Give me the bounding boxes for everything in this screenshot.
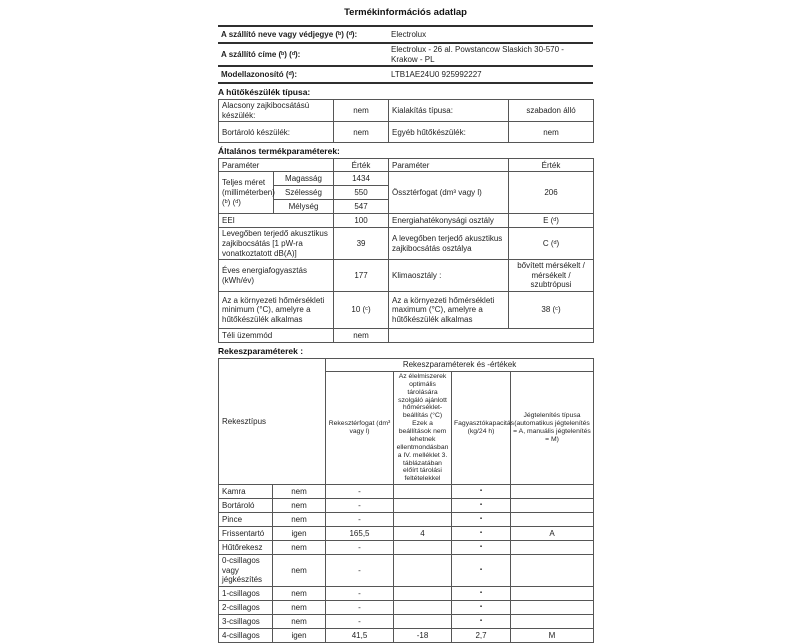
compartment-present: nem bbox=[273, 555, 326, 587]
compartment-name: 0-csillagos vagy jégkészítés bbox=[219, 555, 273, 587]
table-row bbox=[219, 527, 594, 541]
section-heading-general: Általános termékparaméterek: bbox=[218, 146, 340, 157]
compartment-capacity: ▪ bbox=[452, 614, 511, 628]
compartment-capacity: 2,7 bbox=[452, 628, 511, 642]
column-header: Paraméter bbox=[389, 159, 509, 172]
compartment-volume: 165,5 bbox=[326, 527, 394, 541]
type-cell-label: Kialakítás típusa: bbox=[389, 100, 509, 122]
column-header-defrost-type: Jégtelenítés típusa (automatikus jégtelenítés = A, manuális jégtelenítés = M) bbox=[511, 371, 594, 484]
compartment-volume: - bbox=[326, 614, 394, 628]
column-header-freezing-capacity: Fagyasztókapacitás (kg/24 h) bbox=[452, 371, 511, 484]
table-row bbox=[219, 358, 594, 371]
type-cell-value: nem bbox=[334, 122, 389, 143]
param-label: Klimaosztály : bbox=[389, 260, 509, 292]
page-title: Termékinformációs adatlap bbox=[344, 7, 467, 18]
compartment-defrost bbox=[511, 541, 594, 555]
compartment-defrost: A bbox=[511, 527, 594, 541]
param-value: 10 (ᶜ) bbox=[334, 291, 389, 328]
compartment-present: nem bbox=[273, 513, 326, 527]
compartment-defrost bbox=[511, 555, 594, 587]
table-row bbox=[219, 614, 594, 628]
type-cell-value: nem bbox=[509, 122, 594, 143]
compartment-present: igen bbox=[273, 628, 326, 642]
table-row bbox=[219, 541, 594, 555]
param-value: nem bbox=[334, 328, 389, 342]
compartment-defrost bbox=[511, 600, 594, 614]
compartment-present: nem bbox=[273, 600, 326, 614]
compartment-name: 2-csillagos bbox=[219, 600, 273, 614]
param-label: A levegőben terjedő akusztikus zajkibocsátás osztálya bbox=[389, 228, 509, 260]
compartment-capacity: ▪ bbox=[452, 555, 511, 587]
table-row bbox=[219, 328, 594, 342]
param-label: Téli üzemmód bbox=[219, 328, 334, 342]
param-label: Az a környezeti hőmérsékleti maximum (°C), amelyre a hűtőkészülék alkalmas bbox=[389, 291, 509, 328]
supplier-address-value: Electrolux - 26 al. Powstancow Slaskich 30-570 - Krakow - PL bbox=[388, 43, 593, 66]
compartment-volume: - bbox=[326, 541, 394, 555]
compartment-defrost bbox=[511, 485, 594, 499]
compartment-temp bbox=[394, 600, 452, 614]
size-dim-name: Magasság bbox=[274, 172, 334, 186]
compartment-capacity: ▪ bbox=[452, 527, 511, 541]
column-header-temperature: Az élelmiszerek optimális tárolására szolgáló ajánlott hőmérséklet-beállítás (°C) Ezek a beállítások nem lehetnek ellentmondásban a IV. melléklet 3. táblázatában előírt tárolási feltételekkel bbox=[394, 371, 452, 484]
table-row bbox=[219, 159, 594, 172]
size-label: Teljes méret (milliméterben) (ᵇ) (ᵈ) bbox=[219, 172, 274, 214]
compartment-name: Pince bbox=[219, 513, 273, 527]
size-dim-value: 550 bbox=[334, 186, 389, 200]
compartment-capacity: ▪ bbox=[452, 541, 511, 555]
compartment-present: nem bbox=[273, 499, 326, 513]
compartment-name: Frissentartó bbox=[219, 527, 273, 541]
compartment-volume: - bbox=[326, 485, 394, 499]
table-row bbox=[219, 555, 594, 587]
compartment-volume: - bbox=[326, 499, 394, 513]
compartment-defrost: M bbox=[511, 628, 594, 642]
compartment-name: 4-csillagos bbox=[219, 628, 273, 642]
compartment-capacity: ▪ bbox=[452, 513, 511, 527]
compartment-temp bbox=[394, 614, 452, 628]
section-heading-compartments: Rekeszparaméterek : bbox=[218, 345, 304, 356]
compartment-defrost bbox=[511, 586, 594, 600]
column-header: Érték bbox=[509, 159, 594, 172]
param-label: Levegőben terjedő akusztikus zajkibocsátás [1 pW-ra vonatkoztatott dB(A)] bbox=[219, 228, 334, 260]
compartment-volume: - bbox=[326, 555, 394, 587]
compartment-present: nem bbox=[273, 586, 326, 600]
compartment-type-header: Rekesztípus bbox=[219, 358, 326, 484]
table-row bbox=[219, 600, 594, 614]
param-label: EEI bbox=[219, 214, 334, 228]
datasheet-content bbox=[218, 5, 593, 643]
table-row bbox=[219, 485, 594, 499]
type-cell-label: Bortároló készülék: bbox=[219, 122, 334, 143]
param-value: bővített mérsékelt / mérsékelt / szubtrópusi bbox=[509, 260, 594, 292]
general-table bbox=[218, 158, 594, 343]
table-row bbox=[218, 26, 593, 43]
column-header-volume: Rekesztérfogat (dm³ vagy l) bbox=[326, 371, 394, 484]
table-row bbox=[219, 100, 594, 122]
supplier-name-label: A szállító neve vagy védjegye (ᵇ) (ᵈ): bbox=[218, 26, 388, 43]
size-dim-name: Szélesség bbox=[274, 186, 334, 200]
table-row bbox=[219, 628, 594, 642]
type-cell-value: nem bbox=[334, 100, 389, 122]
table-row bbox=[219, 499, 594, 513]
param-label: Energiahatékonysági osztály bbox=[389, 214, 509, 228]
param-value: E (ᵈ) bbox=[509, 214, 594, 228]
compartment-defrost bbox=[511, 499, 594, 513]
compartment-capacity: ▪ bbox=[452, 485, 511, 499]
compartment-temp bbox=[394, 555, 452, 587]
param-value: 177 bbox=[334, 260, 389, 292]
column-header: Érték bbox=[334, 159, 389, 172]
param-label: Az a környezeti hőmérsékleti minimum (°C), amelyre a hűtőkészülék alkalmas bbox=[219, 291, 334, 328]
compartment-present: nem bbox=[273, 541, 326, 555]
compartment-temp bbox=[394, 586, 452, 600]
column-header: Paraméter bbox=[219, 159, 334, 172]
table-row bbox=[218, 66, 593, 83]
size-dim-value: 547 bbox=[334, 200, 389, 214]
compartment-name: Kamra bbox=[219, 485, 273, 499]
table-row bbox=[219, 214, 594, 228]
table-row bbox=[218, 43, 593, 66]
compartment-volume: - bbox=[326, 513, 394, 527]
section-heading-type: A hűtőkészülék típusa: bbox=[218, 87, 311, 98]
table-row bbox=[219, 291, 594, 328]
compartment-temp bbox=[394, 513, 452, 527]
model-id-label: Modellazonosító (ᵈ): bbox=[218, 66, 388, 83]
compartment-present: nem bbox=[273, 614, 326, 628]
param-label: Éves energiafogyasztás (kWh/év) bbox=[219, 260, 334, 292]
size-dim-value: 1434 bbox=[334, 172, 389, 186]
compartment-temp bbox=[394, 541, 452, 555]
param-value: 39 bbox=[334, 228, 389, 260]
type-cell-label: Alacsony zajkibocsátású készülék: bbox=[219, 100, 334, 122]
compartment-name: Hűtőrekesz bbox=[219, 541, 273, 555]
table-row bbox=[219, 260, 594, 292]
param-value: 100 bbox=[334, 214, 389, 228]
table-row bbox=[219, 172, 594, 186]
table-row bbox=[219, 122, 594, 143]
empty-cell bbox=[389, 328, 594, 342]
volume-value: 206 bbox=[509, 172, 594, 214]
type-table bbox=[218, 99, 594, 143]
compartment-capacity: ▪ bbox=[452, 586, 511, 600]
compartment-capacity: ▪ bbox=[452, 600, 511, 614]
compartment-defrost bbox=[511, 614, 594, 628]
compartment-temp bbox=[394, 499, 452, 513]
compartment-capacity: ▪ bbox=[452, 499, 511, 513]
model-id-value: LTB1AE24U0 925992227 bbox=[388, 66, 593, 83]
compartment-name: 3-csillagos bbox=[219, 614, 273, 628]
compartment-name: Bortároló bbox=[219, 499, 273, 513]
type-cell-label: Egyéb hűtőkészülék: bbox=[389, 122, 509, 143]
param-value: C (ᵈ) bbox=[509, 228, 594, 260]
table-row bbox=[219, 513, 594, 527]
compartment-defrost bbox=[511, 513, 594, 527]
size-dim-name: Mélység bbox=[274, 200, 334, 214]
compartment-temp: 4 bbox=[394, 527, 452, 541]
compartment-volume: 41,5 bbox=[326, 628, 394, 642]
volume-label: Össztérfogat (dm³ vagy l) bbox=[389, 172, 509, 214]
compartment-temp bbox=[394, 485, 452, 499]
compartment-present: nem bbox=[273, 485, 326, 499]
supplier-address-label: A szállító címe (ᵇ) (ᵈ): bbox=[218, 43, 388, 66]
table-row bbox=[219, 586, 594, 600]
supplier-name-value: Electrolux bbox=[388, 26, 593, 43]
compartment-table bbox=[218, 358, 594, 643]
compartment-present: igen bbox=[273, 527, 326, 541]
param-value: 38 (ᶜ) bbox=[509, 291, 594, 328]
compartment-volume: - bbox=[326, 600, 394, 614]
compartment-temp: -18 bbox=[394, 628, 452, 642]
compartment-name: 1-csillagos bbox=[219, 586, 273, 600]
type-cell-value: szabadon álló bbox=[509, 100, 594, 122]
supplier-table bbox=[218, 25, 593, 84]
compartment-volume: - bbox=[326, 586, 394, 600]
table-row bbox=[219, 228, 594, 260]
group-header: Rekeszparaméterek és -értékek bbox=[326, 358, 594, 371]
